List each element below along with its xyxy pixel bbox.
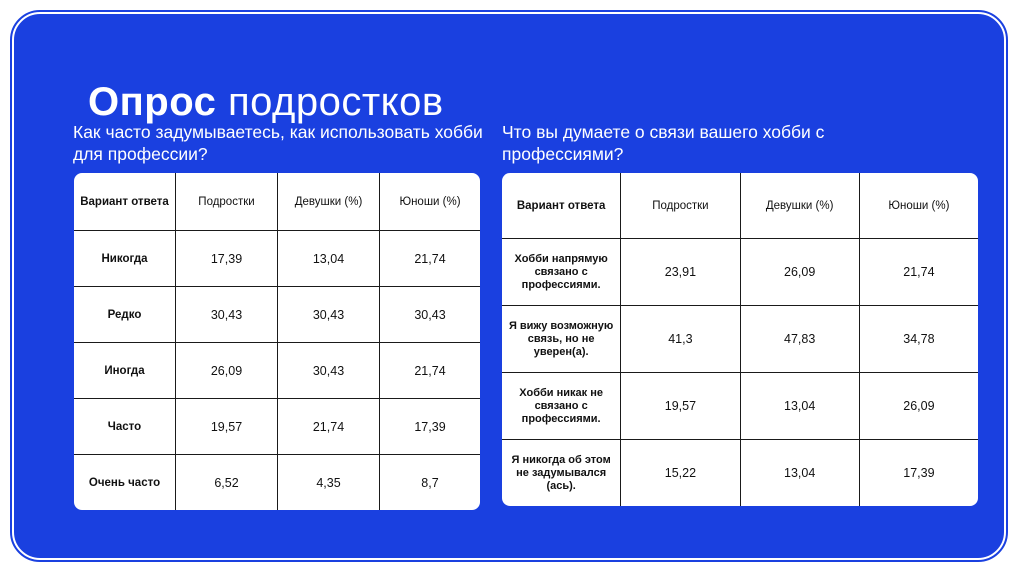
table-cell: 26,09 bbox=[741, 239, 860, 306]
row-label: Хобби напрямую связано с профессиями. bbox=[502, 239, 621, 306]
row-label: Я никогда об этом не задумывался (ась). bbox=[502, 440, 621, 506]
table-row bbox=[74, 399, 480, 455]
row-label: Иногда bbox=[74, 343, 176, 399]
table-cell: 13,04 bbox=[741, 440, 860, 506]
table-row bbox=[74, 231, 480, 287]
header-cell: Вариант ответа bbox=[502, 173, 621, 239]
table-cell: 23,91 bbox=[621, 239, 740, 306]
table-row bbox=[502, 306, 978, 373]
header-cell: Девушки (%) bbox=[278, 173, 380, 231]
table-cell: 17,39 bbox=[903, 466, 935, 480]
table-cell: 30,43 bbox=[176, 287, 278, 343]
table-cell: 13,04 bbox=[741, 373, 860, 440]
table-cell: 13,04 bbox=[278, 231, 380, 287]
page-title bbox=[88, 80, 444, 125]
table-cell: 19,57 bbox=[176, 399, 278, 455]
title-rest: подростков bbox=[227, 80, 444, 124]
row-label: Хобби никак не связано с профессиями. bbox=[502, 373, 621, 440]
right-question: Что вы думаете о связи вашего хобби с профессиями? bbox=[502, 122, 825, 164]
table-header-row bbox=[74, 173, 480, 231]
table-row bbox=[502, 373, 978, 440]
table-cell: 21,74 bbox=[860, 239, 978, 306]
left-question: Как часто задумываетесь, как использовать хобби для профессии? bbox=[73, 122, 483, 164]
table-header-row bbox=[502, 173, 978, 239]
table-cell: 15,22 bbox=[621, 440, 740, 506]
header-cell: Юноши (%) bbox=[380, 173, 480, 231]
header-cell: Подростки bbox=[621, 173, 740, 239]
table-cell: 30,43 bbox=[380, 287, 480, 343]
row-label: Очень часто bbox=[74, 455, 176, 510]
table-cell: 41,3 bbox=[621, 306, 740, 373]
header-cell: Подростки bbox=[176, 173, 278, 231]
table-cell: 19,57 bbox=[621, 373, 740, 440]
row-label: Никогда bbox=[74, 231, 176, 287]
table-cell: 21,74 bbox=[380, 231, 480, 287]
table-cell: 6,52 bbox=[176, 455, 278, 510]
table-cell: 4,35 bbox=[278, 455, 380, 510]
table-row bbox=[74, 455, 480, 510]
header-cell: Юноши (%) bbox=[860, 173, 978, 239]
table-cell: 17,39 bbox=[380, 399, 480, 455]
hobby-frequency-table bbox=[74, 173, 480, 510]
table-cell: 21,74 bbox=[380, 343, 480, 399]
title-bold: Опрос bbox=[88, 80, 217, 124]
row-label: Часто bbox=[74, 399, 176, 455]
table-cell: 30,43 bbox=[278, 287, 380, 343]
row-label: Редко bbox=[74, 287, 176, 343]
table-cell: 26,09 bbox=[860, 373, 978, 440]
header-cell: Девушки (%) bbox=[741, 173, 860, 239]
table-row bbox=[74, 343, 480, 399]
table-row bbox=[502, 440, 978, 506]
hobby-profession-link-table bbox=[502, 173, 978, 506]
table-cell: 26,09 bbox=[176, 343, 278, 399]
table-cell: 30,43 bbox=[278, 343, 380, 399]
row-label: Я вижу возможную связь, но не уверен(а). bbox=[502, 306, 621, 373]
table-row bbox=[502, 239, 978, 306]
table-cell: 34,78 bbox=[860, 306, 978, 373]
table-cell: 17,39 bbox=[176, 231, 278, 287]
table-row bbox=[74, 287, 480, 343]
table-cell: 21,74 bbox=[278, 399, 380, 455]
table-cell: 8,7 bbox=[421, 475, 439, 490]
table-cell: 47,83 bbox=[741, 306, 860, 373]
header-cell: Вариант ответа bbox=[74, 173, 176, 231]
